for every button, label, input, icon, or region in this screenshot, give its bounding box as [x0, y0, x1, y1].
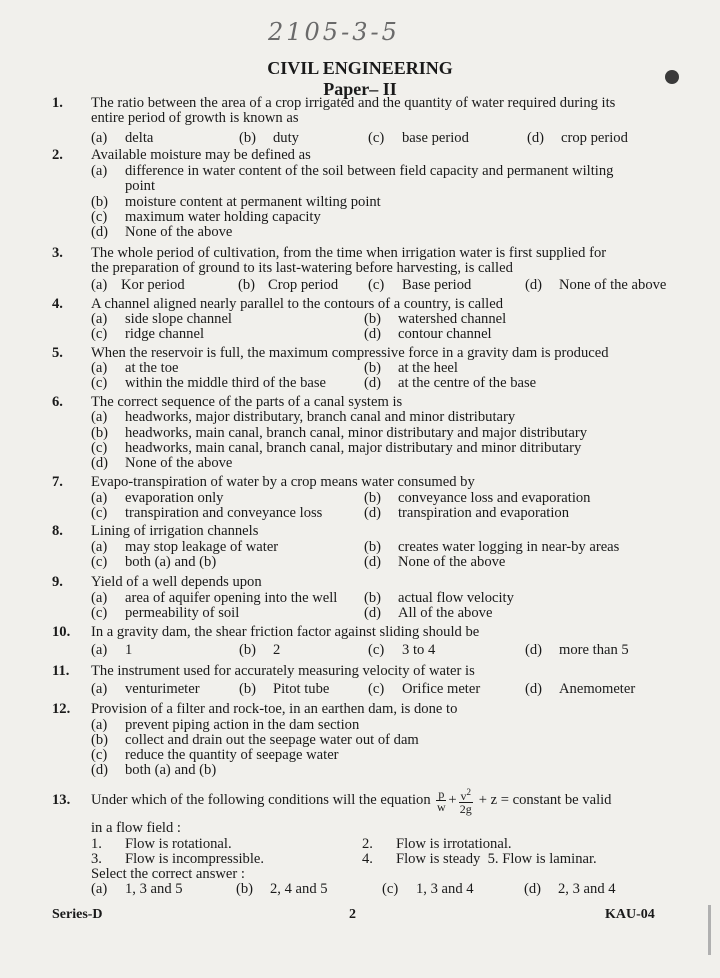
option-b: (b) Crop period — [238, 277, 339, 293]
statement-4-5: 4. Flow is steady 5. Flow is laminar. — [362, 851, 597, 867]
question-text-cont: entire period of growth is known as — [91, 110, 299, 126]
question-text: Yield of a well depends upon — [91, 574, 262, 590]
option-b: (b) moisture content at permanent wilting point — [91, 194, 381, 210]
option-c: (c) ridge channel — [91, 326, 205, 342]
question-text-equation: Under which of the following conditions will the equation $\frac{p}{w}$ + $\frac{v^2}{2g}$ + z = constant be valid — [91, 787, 612, 817]
statement-2: 2. Flow is irrotational. — [362, 836, 512, 852]
option-b: (b) at the heel — [364, 360, 458, 376]
option-b: (b) headworks, main canal, branch canal, minor distributary and major distributary — [91, 425, 587, 441]
question-text: In a gravity dam, the shear friction factor against sliding should be — [91, 624, 480, 640]
option-a: (a) side slope channel — [91, 311, 232, 327]
option-d: (d) 2, 3 and 4 — [524, 881, 616, 897]
question-text: Available moisture may be defined as — [91, 147, 311, 163]
option-a: (a) delta — [91, 130, 154, 146]
option-a: (a) 1, 3 and 5 — [91, 881, 183, 897]
option-c: (c) Base period — [368, 277, 472, 293]
question-number: 4. — [52, 296, 63, 312]
question-text: Evapo-transpiration of water by a crop means water consumed by — [91, 474, 475, 490]
option-c: (c) transpiration and conveyance loss — [91, 505, 323, 521]
option-b: (b) 2 — [239, 642, 281, 658]
option-d: (d) at the centre of the base — [364, 375, 537, 391]
option-a: (a) at the toe — [91, 360, 179, 376]
option-b: (b) conveyance loss and evaporation — [364, 490, 591, 506]
question-number: 6. — [52, 394, 63, 410]
fraction-v2-over-2g: $\frac{v^2}{2g}$ — [459, 787, 472, 817]
option-c: (c) within the middle third of the base — [91, 375, 327, 391]
option-d: (d) contour channel — [364, 326, 492, 342]
option-c: (c) 1, 3 and 4 — [382, 881, 474, 897]
option-a: (a) headworks, major distributary, branch canal and minor distributary — [91, 409, 516, 425]
option-a: (a) prevent piping action in the dam section — [91, 717, 360, 733]
option-d: (d) None of the above — [364, 554, 506, 570]
select-instruction: Select the correct answer : — [91, 866, 245, 882]
question-text-cont: the preparation of ground to its last-watering before harvesting, is called — [91, 260, 513, 276]
question-text: The whole period of cultivation, from the time when irrigation water is first supplied for — [91, 245, 607, 261]
option-c: (c) Orifice meter — [368, 681, 481, 697]
question-text: The correct sequence of the parts of a canal system is — [91, 394, 403, 410]
option-a: (a) area of aquifer opening into the well — [91, 590, 338, 606]
option-d: (d) None of the above — [91, 455, 233, 471]
option-b: (b) watershed channel — [364, 311, 507, 327]
question-text: The instrument used for accurately measuring velocity of water is — [91, 663, 475, 679]
option-b: (b) collect and drain out the seepage water out of dam — [91, 732, 419, 748]
option-b: (b) Pitot tube — [239, 681, 330, 697]
question-number: 1. — [52, 95, 63, 111]
option-a: (a) venturimeter — [91, 681, 200, 697]
option-d: (d) All of the above — [364, 605, 493, 621]
option-a: (a) difference in water content of the soil between field capacity and permanent wilting — [91, 163, 614, 179]
handwritten-note: 2105-3-5 — [268, 18, 400, 46]
option-a: (a) evaporation only — [91, 490, 224, 506]
option-d: (d) both (a) and (b) — [91, 762, 217, 778]
statement-3: 3. Flow is incompressible. — [91, 851, 265, 867]
option-c: (c) reduce the quantity of seepage water — [91, 747, 339, 763]
option-a-cont: point — [125, 178, 155, 194]
page-number: 2 — [349, 907, 356, 922]
series-label: Series-D — [52, 907, 103, 922]
paper-code: KAU-04 — [605, 907, 655, 922]
option-d: (d) Anemometer — [525, 681, 636, 697]
option-c: (c) 3 to 4 — [368, 642, 436, 658]
option-d: (d) None of the above — [91, 224, 233, 240]
question-text: A channel aligned nearly parallel to the contours of a country, is called — [91, 296, 503, 312]
option-d: (d) transpiration and evaporation — [364, 505, 570, 521]
question-number: 10. — [52, 624, 71, 640]
option-a: (a) Kor period — [91, 277, 185, 293]
punch-hole-dot — [665, 70, 679, 84]
option-a: (a) may stop leakage of water — [91, 539, 279, 555]
option-c: (c) base period — [368, 130, 469, 146]
question-number: 7. — [52, 474, 63, 490]
statement-1: 1. Flow is rotational. — [91, 836, 232, 852]
option-c: (c) permeability of soil — [91, 605, 240, 621]
option-c: (c) both (a) and (b) — [91, 554, 217, 570]
option-b: (b) creates water logging in near-by areas — [364, 539, 620, 555]
question-number: 12. — [52, 701, 71, 717]
option-b: (b) duty — [239, 130, 299, 146]
question-text: Lining of irrigation channels — [91, 523, 259, 539]
option-c: (c) headworks, main canal, branch canal, major distributary and minor ditributary — [91, 440, 582, 456]
question-text: Provision of a filter and rock-toe, in an earthen dam, is done to — [91, 701, 458, 717]
question-number: 2. — [52, 147, 63, 163]
paper-title: Paper– II — [323, 79, 397, 99]
question-number: 5. — [52, 345, 63, 361]
option-b: (b) actual flow velocity — [364, 590, 514, 606]
exam-title: CIVIL ENGINEERING — [267, 58, 453, 78]
scan-artifact — [708, 905, 711, 955]
question-number: 11. — [52, 663, 70, 679]
option-d: (d) None of the above — [525, 277, 667, 293]
option-c: (c) maximum water holding capacity — [91, 209, 321, 225]
option-a: (a) 1 — [91, 642, 133, 658]
question-text: When the reservoir is full, the maximum compressive force in a gravity dam is produced — [91, 345, 609, 361]
question-text-cont: in a flow field : — [91, 820, 181, 836]
option-b: (b) 2, 4 and 5 — [236, 881, 328, 897]
question-number: 3. — [52, 245, 63, 261]
fraction-p-over-w: $\frac{p}{w}$ — [436, 787, 446, 815]
option-d: (d) more than 5 — [525, 642, 629, 658]
option-d: (d) crop period — [527, 130, 628, 146]
question-number: 13. — [52, 792, 71, 808]
question-number: 8. — [52, 523, 63, 539]
question-text: The ratio between the area of a crop irrigated and the quantity of water required during its — [91, 95, 616, 111]
question-number: 9. — [52, 574, 63, 590]
